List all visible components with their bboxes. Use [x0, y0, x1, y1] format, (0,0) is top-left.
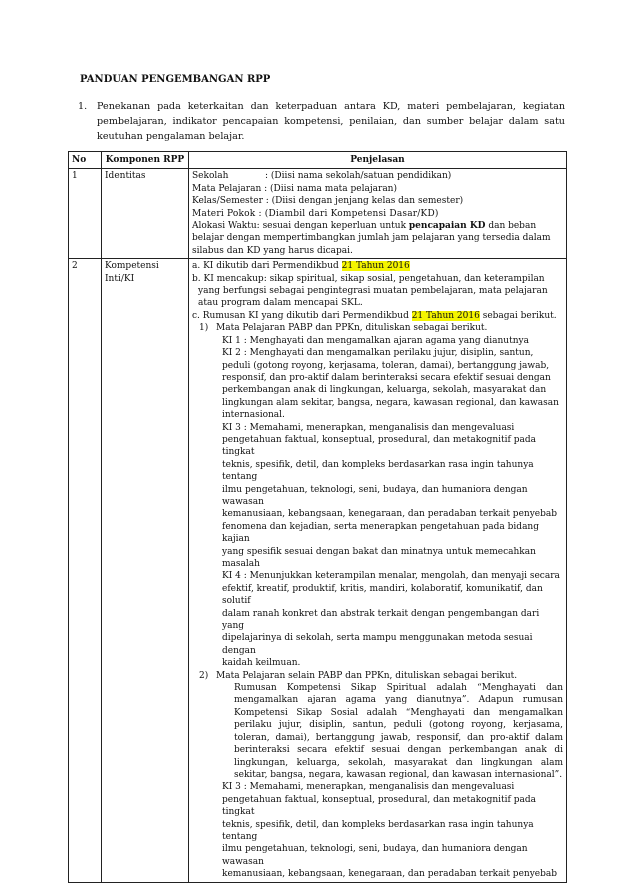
ki3-line-1: KI 3 : Memahami, menerapkan, menganalisis dan mengevaluasi [222, 422, 515, 433]
point-2 [192, 670, 563, 682]
table-header-row [69, 152, 567, 169]
row1-komponen: Identitas [102, 169, 189, 259]
point-1-number: 1) [199, 323, 209, 334]
header-komponen: Komponen RPP [102, 152, 189, 169]
header-penjelasan: Penjelasan [189, 152, 567, 169]
row1-penjelasan [189, 169, 567, 259]
ki2-line-1: KI 2 : Menghayati dan mengamalkan perilaku jujur, disiplin, santun, [222, 348, 534, 359]
point-2-number: 2) [199, 670, 209, 681]
line-alokasi-3: silabus dan KD yang harus dicapai. [192, 245, 353, 256]
row2-no: 2 [69, 259, 102, 882]
line-mapel: Mata Pelajaran : (Diisi nama mata pelajaran) [192, 183, 397, 194]
item-c-text-end: sebagai berikut. [479, 310, 557, 321]
table-row [69, 169, 567, 259]
point-2-text: Mata Pelajaran selain PABP dan PPKn, dituliskan sebagai berikut. [216, 670, 518, 681]
item-b-3: atau program dalam mencapai SKL. [198, 298, 363, 309]
sekolah-label: Sekolah [192, 171, 229, 182]
komponen-line-1: Kompetensi [105, 261, 159, 272]
ki3-line-4: ilmu pengetahuan, teknologi, seni, budaya, dan humaniora dengan wawasan [222, 484, 528, 507]
intro-text: Penekanan pada keterkaitan dan keterpaduan antara KD, materi pembelajaran, kegiatan pembelajaran, indikator pencapaian kompetensi, penilaian, dan sumber belajar dalam satu keutuhan pengalaman belajar. [97, 101, 565, 142]
row1-no: 1 [69, 169, 102, 259]
point-1-text: Mata Pelajaran PABP dan PPKn, dituliskan sebagai berikut. [216, 323, 488, 334]
ki3-line-5: kemanusiaan, kebangsaan, kenegaraan, dan peradaban terkait penyebab [222, 509, 557, 520]
item-c-highlight: 21 Tahun 2016 [411, 310, 480, 321]
line-materi: Materi Pokok : (Diambil dari Kompetensi Dasar/KD) [192, 208, 439, 219]
k3-line-2: pengetahuan faktual, konseptual, prosedural, dan metakognitif pada tingkat [222, 794, 536, 818]
line-kelas: Kelas/Semester : (Diisi dengan jenjang kelas dan semester) [192, 196, 464, 207]
item-a [192, 260, 563, 272]
k3-line-1: KI 3 : Memahami, menerapkan, menganalisis dan mengevaluasi [222, 782, 515, 793]
alokasi-text-end: dan beban [485, 221, 537, 232]
ki1-line: KI 1 : Menghayati dan mengamalkan ajaran agama yang dianutnya [222, 335, 529, 346]
sekolah-value: : (Diisi nama sekolah/satuan pendidikan) [265, 171, 452, 182]
item-c-text: c. Rumusan KI yang dikutib dari Permendikbud [192, 310, 412, 321]
row2-komponen [102, 259, 189, 882]
document-title: PANDUAN PENGEMBANGAN RPP [80, 74, 271, 85]
ki3-line-3: teknis, spesifik, detil, dan kompleks berdasarkan rasa ingin tahunya tentang [222, 459, 534, 483]
ki3-line-2: pengetahuan faktual, konseptual, prosedural, dan metakognitif pada tingkat [222, 434, 536, 458]
ki2-line-6: internasional. [222, 410, 285, 421]
ki2-line-5: lingkungan alam sekitar, bangsa, negara, kawasan regional, dan kawasan [222, 397, 559, 408]
line-alokasi-2: belajar dengan mempertimbangkan jumlah jam pelajaran yang tersedia dalam [192, 233, 551, 244]
row2-penjelasan [189, 259, 567, 882]
k3-line-3: teknis, spesifik, detil, dan kompleks berdasarkan rasa ingin tahunya tentang [222, 819, 534, 842]
item-a-highlight: 21 Tahun 2016 [341, 261, 410, 272]
intro-paragraph [78, 99, 565, 144]
ki4-line-1: KI 4 : Menunjukkan keterampilan menalar, mengolah, dan menyaji secara [222, 571, 560, 582]
ki4-line-5: kaidah keilmuan. [222, 658, 301, 669]
alokasi-text: Alokasi Waktu: sesuai dengan keperluan untuk [192, 221, 409, 232]
point-1 [192, 322, 563, 334]
item-c [192, 310, 563, 322]
line-alokasi [192, 220, 563, 232]
item-a-text: a. KI dikutib dari Permendikbud [192, 261, 342, 272]
ki4-line-3: dalam ranah konkret dan abstrak terkait dengan pengembangan dari yang [222, 608, 540, 632]
ki3-line-7: yang spesifik sesuai dengan bakat dan minatnya untuk memecahkan [222, 546, 536, 557]
k3-line-5: kemanusiaan, kebangsaan, kenegaraan, dan peradaban terkait penyebab [222, 869, 557, 880]
ki3-line-6: fenomena dan kejadian, serta menerapkan pengetahuan pada bidang kajian [222, 521, 539, 545]
table-row [69, 259, 567, 882]
ki3-line-8: masalah [222, 559, 260, 569]
komponen-line-2: Inti/KI [105, 273, 135, 284]
rpp-table [68, 151, 567, 883]
header-no: No [69, 152, 102, 169]
k3-line-4: ilmu pengetahuan, teknologi, seni, budaya, dan humaniora dengan wawasan [222, 844, 528, 867]
ki2-line-3: responsif, dan pro-aktif dalam berinteraksi secara efektif sesuai dengan [222, 372, 551, 383]
item-b-2: yang berfungsi sebagai pengintegrasi muatan pembelajaran, mata pelajaran [198, 286, 548, 297]
intro-number: 1. [78, 101, 88, 112]
line-sekolah [192, 170, 563, 182]
ki2-line-2: peduli (gotong royong, kerjasama, toleran, damai), bertanggung jawab, [222, 360, 550, 371]
item-b-1: b. KI mencakup: sikap spiritual, sikap sosial, pengetahuan, dan keterampilan [192, 273, 545, 284]
ki4-line-4: dipelajarinya di sekolah, serta mampu menggunakan metoda sesuai dengan [222, 633, 533, 656]
alokasi-bold: pencapaian KD [408, 221, 486, 232]
ki2-line-4: perkembangan anak di lingkungan, keluarga, sekolah, masyarakat dan [222, 385, 547, 396]
point-2-paragraph: Rumusan Kompetensi Sikap Spiritual adalah “Menghayati dan mengamalkan ajaran agama yang dianutnya”. Adapun rumusan Kompetensi Sikap Sosial adalah “Menghayati dan mengamalkan perilaku jujur, disiplin, santun, peduli (gotong royong, kerjasama, toleran, damai), bertanggung jawab, responsif, dan pro-aktif dalam berinteraksi secara efektif sesuai dengan perkembangan anak di lingkungan, keluarga, sekolah, masyarakat dan lingkungan alam sekitar, bangsa, negara, kawasan regional, dan kawasan internasional”. [234, 683, 563, 780]
ki4-line-2: efektif, kreatif, produktif, kritis, mandiri, kolaboratif, komunikatif, dan solutif [222, 583, 543, 607]
